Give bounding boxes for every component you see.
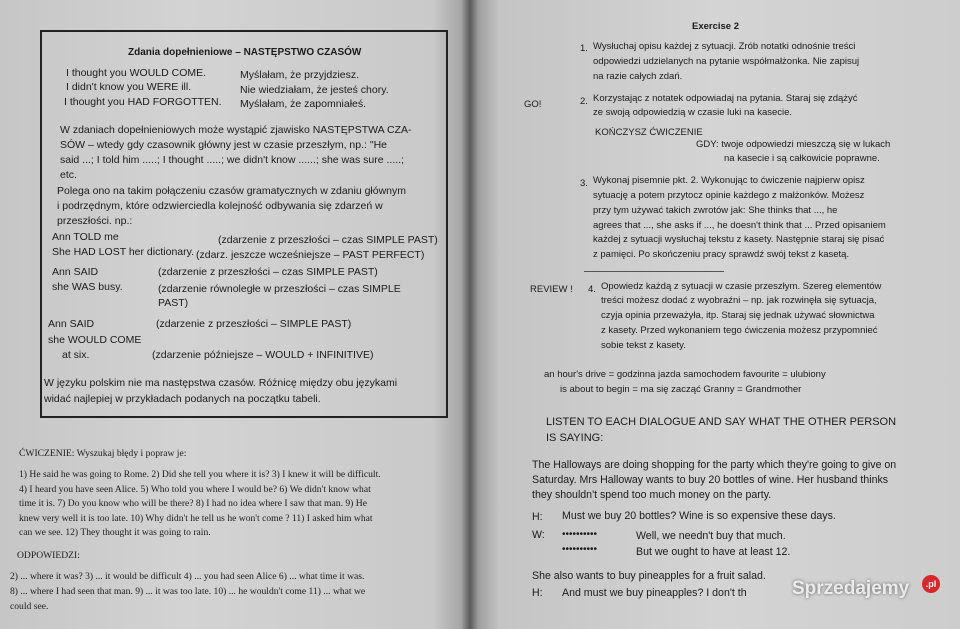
item-line: czyja opinia przeważyła, itp. Staraj się jednak używać słownictwa xyxy=(601,310,875,321)
exercise-line: 1) He said he was going to Rome. 2) Did she tell you where it is? 3) I knew it will be difficult. xyxy=(19,469,381,480)
divider xyxy=(584,271,724,272)
vocab-line: is about to begin = ma się zacząć Granny = Grandmother xyxy=(560,384,802,395)
gdy-line: GDY: twoje odpowiedzi mieszczą się w lukach xyxy=(696,139,891,150)
grammar-example: Ann SAID xyxy=(48,318,95,330)
exercise-label: ĆWICZENIE: Wyszukaj błędy i popraw je: xyxy=(19,448,187,459)
dialog-line: Must we buy 20 bottles? Wine is so expensive these days. xyxy=(562,510,836,522)
example-en: I didn't know you WERE ill. xyxy=(66,81,192,93)
grammar-example: She HAD LOST her dictionary. xyxy=(52,246,195,258)
grammar-note: (zdarzenie późniejsze – WOULD + INFINITIVE) xyxy=(152,349,374,361)
watermark-logo: Sprzedajemy xyxy=(792,578,910,599)
grammar-note: (zdarzenie z przeszłości – czas SIMPLE PAST) xyxy=(218,234,438,246)
story-line: The Halloways are doing shopping for the party which they're going to give on xyxy=(532,459,897,471)
paragraph-line: SÓW – wtedy gdy czasownik główny jest w czasie przeszłym, np.: "He xyxy=(60,139,388,151)
item-line: Opowiedz każdą z sytuacji w czasie przeszłym. Szereg elementów xyxy=(601,281,882,292)
grammar-example: Ann SAID xyxy=(52,266,99,278)
review-label: REVIEW ! xyxy=(530,284,573,295)
watermark-badge: .pl xyxy=(922,575,940,593)
book-gutter xyxy=(462,0,478,629)
paragraph-line: przeszłości. np.: xyxy=(57,215,133,227)
gap-dots: •••••••••• xyxy=(562,529,598,540)
gap-dots: •••••••••• xyxy=(562,544,598,555)
grammar-note: (zdarzenie z przeszłości – czas SIMPLE PAST) xyxy=(158,266,378,278)
answer-line: 8) ... where I had seen that man. 9) ... it was too late. 10) ... he wouldn't come 11) ... what we xyxy=(10,586,366,597)
answer-line: could see. xyxy=(10,601,49,612)
dialog-line: Well, we needn't buy that much. xyxy=(636,530,786,542)
story-line: She also wants to buy pineapples for a fruit salad. xyxy=(532,570,766,582)
speaker-label: H: xyxy=(532,587,543,599)
item-line: Wykonaj pisemnie pkt. 2. Wykonując to ćwiczenie najpierw opisz xyxy=(593,175,865,186)
story-line: Saturday. Mrs Halloway wants to buy 20 bottles of wine. Her husband thinks xyxy=(532,474,889,486)
right-page xyxy=(470,0,960,629)
example-pl: Myślałam, że zapomniałeś. xyxy=(240,98,367,110)
grammar-example: Ann TOLD me xyxy=(52,231,119,243)
answer-line: 2) ... where it was? 3) ... it would be difficult 4) ... you had seen Alice 6) ... what time it was. xyxy=(10,571,365,582)
item-line: agrees that ..., she asks if ..., he doesn't think that ... Przed opisaniem xyxy=(593,220,886,231)
item-line: na razie całych zdań. xyxy=(593,71,683,82)
item-line: ze swoją odpowiedzią w czasie luki na kasecie. xyxy=(593,107,793,118)
grammar-example: she WAS busy. xyxy=(52,281,123,293)
item-line: przy tym używać takich zwrotów jak: She thinks that ..., he xyxy=(593,205,838,216)
konczysz-label: KOŃCZYSZ ĆWICZENIE xyxy=(595,127,703,138)
item-line: Wysłuchaj opisu każdej z sytuacji. Zrób notatki odnośnie treści xyxy=(593,41,856,52)
item-line: Korzystając z notatek odpowiadaj na pytania. Staraj się zdążyć xyxy=(593,93,858,104)
story-line: they shouldn't spend too much money on the party. xyxy=(532,489,772,501)
vocab-line: an hour's drive = godzinna jazda samochodem favourite = ulubiony xyxy=(544,369,826,380)
item-line: odpowiedzi udzielanych na pytanie współmałżonka. Nie zapisuj xyxy=(593,56,860,67)
item-line: sytuację a potem przytocz opinie każdego z małżonków. Możesz xyxy=(593,190,865,201)
item-number: 3. xyxy=(580,178,588,189)
item-line: treści możesz dodać z wyobraźni – np. jak rozwinęła się sytuacja, xyxy=(601,295,877,306)
go-label: GO! xyxy=(524,99,542,110)
speaker-label: W: xyxy=(532,529,545,541)
grammar-note: PAST) xyxy=(158,297,189,309)
item-line: z kasety. Przed wykonaniem tego ćwiczenia możesz przypomnieć xyxy=(601,325,878,336)
paragraph-line: i podrzędnym, które odzwierciedla kolejność odbywania się zdarzeń w xyxy=(57,200,383,212)
speaker-label: H: xyxy=(532,511,543,523)
item-line: z pamięci. Po skończeniu pracy sprawdź swój tekst z kasetą. xyxy=(593,249,850,260)
item-line: każdej z sytuacji wysłuchaj tekstu z kasety. Następnie staraj się pisać xyxy=(593,234,885,245)
dialog-line: And must we buy pineapples? I don't th xyxy=(562,587,747,599)
paragraph-line: Polega ono na takim połączeniu czasów gramatycznych w zdaniu głównym xyxy=(57,185,407,197)
exercise-line: can we see. 12) They thought it was going to rain. xyxy=(19,527,211,538)
item-number: 1. xyxy=(580,43,588,54)
listen-heading: LISTEN TO EACH DIALOGUE AND SAY WHAT THE OTHER PERSON xyxy=(546,416,897,428)
listen-heading: IS SAYING: xyxy=(546,432,604,444)
paragraph-line: widać najlepiej w przykładach podanych na początku tabeli. xyxy=(44,393,321,405)
example-en: I thought you HAD FORGOTTEN. xyxy=(64,96,222,108)
item-number: 2. xyxy=(580,96,588,107)
exercise-line: 4) I heard you have seen Alice. 5) Who told you where I would be? 6) We didn't know what xyxy=(19,484,371,495)
grammar-example: she WOULD COME xyxy=(48,334,142,346)
dialog-line: But we ought to have at least 12. xyxy=(636,546,791,558)
left-page xyxy=(0,0,470,629)
item-number: 4. xyxy=(588,284,596,295)
paragraph-line: etc. xyxy=(60,169,77,181)
example-en: I thought you WOULD COME. xyxy=(66,67,207,79)
exercise-title: Exercise 2 xyxy=(692,21,740,32)
box-title: Zdania dopełnieniowe – NASTĘPSTWO CZASÓW xyxy=(128,47,362,58)
item-line: sobie tekst z kasety. xyxy=(601,340,686,351)
paragraph-line: said ...; I told him .....; I thought .....; we didn't know ......; she was sure .....; xyxy=(60,154,404,166)
paragraph-line: W zdaniach dopełnieniowych może wystąpić zjawisko NASTĘPSTWA CZA- xyxy=(60,124,412,136)
exercise-line: time it is. 7) Do you know who will be there? 8) I had no idea where I saw that man. 9) He xyxy=(19,498,367,509)
grammar-note: (zdarz. jeszcze wcześniejsze – PAST PERFECT) xyxy=(196,249,425,261)
grammar-example: at six. xyxy=(62,349,90,361)
grammar-note: (zdarzenie z przeszłości – SIMPLE PAST) xyxy=(156,318,352,330)
gdy-line: na kasecie i są całkowicie poprawne. xyxy=(724,153,880,164)
example-pl: Nie wiedziałam, że jesteś chory. xyxy=(240,84,389,96)
grammar-note: (zdarzenie równoległe w przeszłości – czas SIMPLE xyxy=(158,283,401,295)
answers-label: ODPOWIEDZI: xyxy=(17,550,80,561)
paragraph-line: W języku polskim nie ma następstwa czasów. Różnicę między obu językami xyxy=(44,377,398,389)
exercise-line: knew very well it is too late. 10) Why didn't he tell us he won't come ? 11) I asked him what xyxy=(19,513,373,524)
example-pl: Myślałam, że przyjdziesz. xyxy=(240,69,360,81)
